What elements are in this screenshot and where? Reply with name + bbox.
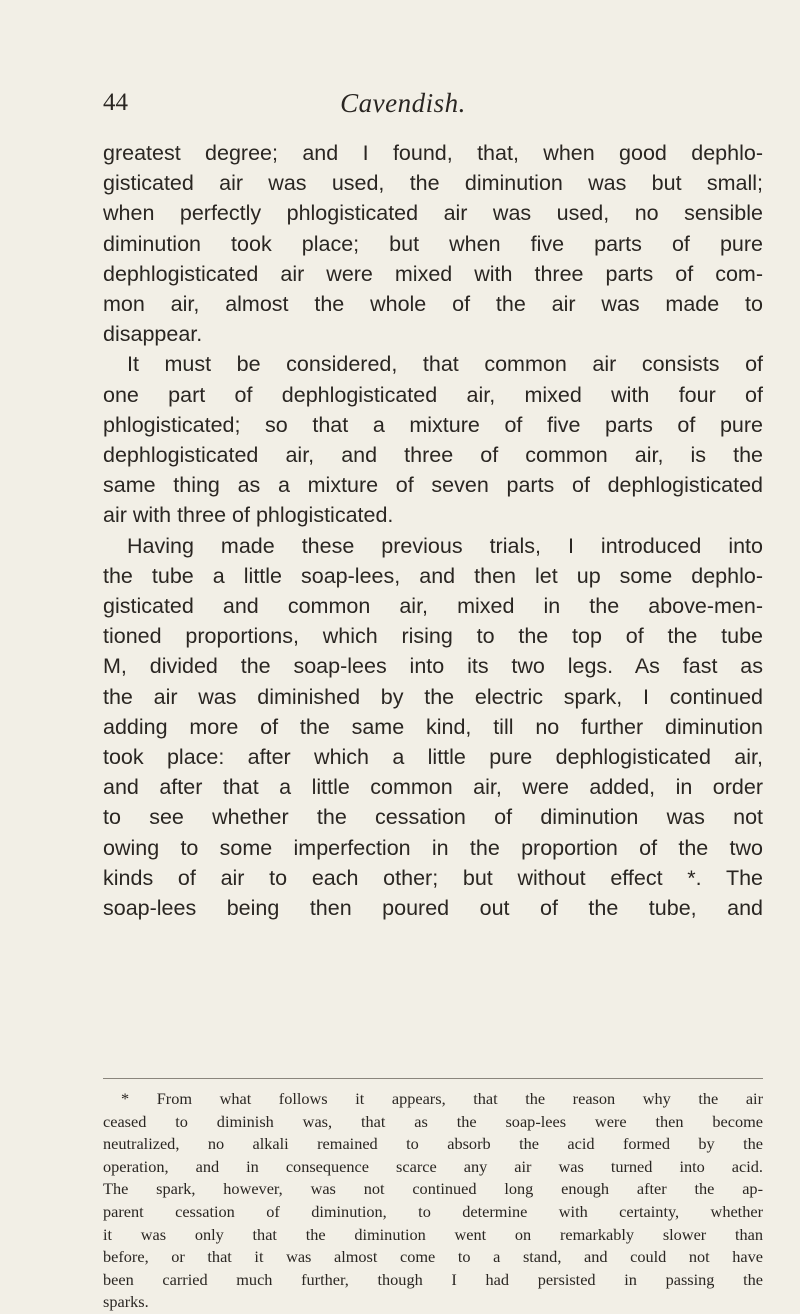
body-line: disappear. <box>103 322 203 347</box>
footnote-line: The spark, however, was not continued long enough after the ap- <box>103 1179 763 1199</box>
body-line: kinds of air to each other; but without effect *. The <box>103 865 763 890</box>
body-line: mon air, almost the whole of the air was made to <box>103 292 763 317</box>
footnote-line: parent cessation of diminution, to determine with certainty, whether <box>103 1201 763 1221</box>
footnote-rule <box>103 1078 763 1079</box>
body-text <box>103 138 763 923</box>
body-line: the tube a little soap-lees, and then let up some dephlo- <box>103 563 763 588</box>
body-line: owing to some imperfection in the proportion of the two <box>103 835 763 860</box>
running-title: Cavendish. <box>340 88 466 118</box>
footnote-line: neutralized, no alkali remained to absorb the acid formed by the <box>103 1134 763 1154</box>
body-line: to see whether the cessation of diminution was not <box>103 805 763 830</box>
body-line: Having made these previous trials, I introduced into <box>127 533 763 558</box>
footnote-line: been carried much further, though I had persisted in passing the <box>103 1269 763 1289</box>
footnote-line: it was only that the diminution went on remarkably slower than <box>103 1224 763 1244</box>
running-head <box>103 88 703 124</box>
body-line: greatest degree; and I found, that, when good dephlo- <box>103 141 763 165</box>
footnote-line: operation, and in consequence scarce any air was turned into acid. <box>103 1156 763 1176</box>
body-line: the air was diminished by the electric spark, I continued <box>103 684 763 709</box>
body-line: phlogisticated; so that a mixture of five parts of pure <box>103 412 763 437</box>
body-line: same thing as a mixture of seven parts of dephlogisticated <box>103 473 763 498</box>
body-line: gisticated and common air, mixed in the above-men- <box>103 594 763 619</box>
body-line: when perfectly phlogisticated air was used, no sensible <box>103 201 763 226</box>
body-line: gisticated air was used, the diminution was but small; <box>103 171 763 196</box>
page-number: 44 <box>103 89 128 116</box>
body-line: one part of dephlogisticated air, mixed with four of <box>103 382 763 407</box>
body-line: adding more of the same kind, till no further diminution <box>103 714 763 739</box>
body-line: air with three of phlogisticated. <box>103 503 394 528</box>
body-line: tioned proportions, which rising to the top of the tube <box>103 624 763 649</box>
body-line: soap-lees being then poured out of the tube, and <box>103 896 763 921</box>
footnote-line: ceased to diminish was, that as the soap-lees were then become <box>103 1111 763 1131</box>
footnote-line: sparks. <box>103 1292 149 1312</box>
body-line: and after that a little common air, were added, in order <box>103 775 763 800</box>
body-line: dephlogisticated air were mixed with three parts of com- <box>103 261 763 286</box>
body-line: It must be considered, that common air consists of <box>127 352 763 377</box>
footnote <box>103 1088 763 1314</box>
body-line: dephlogisticated air, and three of common air, is the <box>103 443 763 468</box>
body-line: M, divided the soap-lees into its two legs. As fast as <box>103 654 763 679</box>
footnote-line: * From what follows it appears, that the reason why the air <box>121 1089 763 1108</box>
body-line: diminution took place; but when five parts of pure <box>103 231 763 256</box>
footnote-line: before, or that it was almost come to a stand, and could not have <box>103 1247 763 1267</box>
body-line: took place: after which a little pure dephlogisticated air, <box>103 745 763 770</box>
